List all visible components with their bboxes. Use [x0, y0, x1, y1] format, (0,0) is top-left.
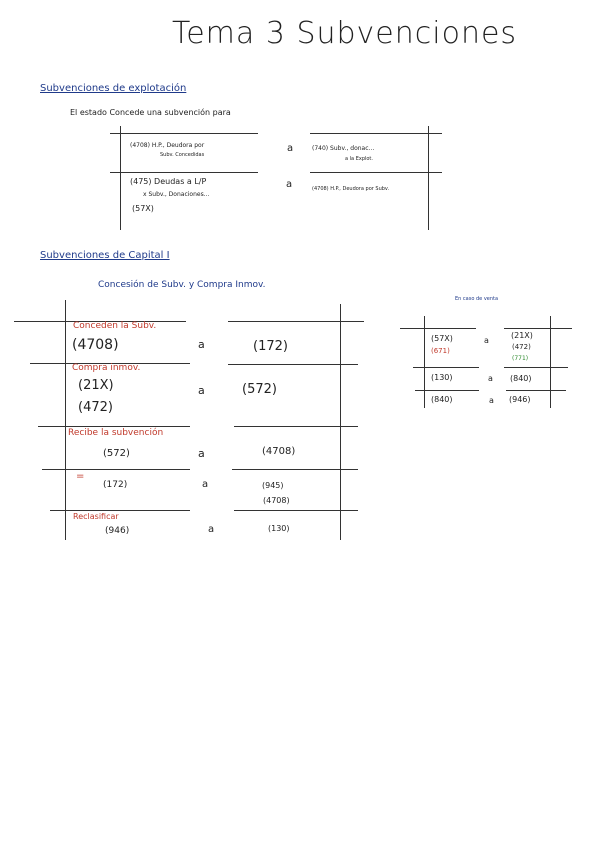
entry-right: (946): [509, 395, 531, 404]
entry-right: (771): [512, 355, 529, 362]
entry-right: (840): [510, 374, 532, 383]
entry-right: (572): [242, 382, 277, 397]
entry-left-line3: (57X): [132, 204, 154, 213]
entry-left-line2: Subv. Concedidas: [160, 152, 205, 158]
entry-right: (472): [512, 343, 531, 351]
entry-a: a: [202, 479, 209, 490]
entry-a: a: [198, 338, 205, 351]
entry-a: a: [488, 374, 493, 383]
entry-label: Reclasificar: [73, 512, 119, 521]
entry-left: (840): [431, 395, 453, 404]
entry-a: a: [208, 524, 215, 535]
section-intro: El estado Concede una subvención para: [70, 108, 231, 117]
entry-left: (57X): [431, 334, 453, 343]
entry-right: (172): [253, 339, 288, 354]
side-heading: En caso de venta: [455, 296, 499, 302]
entry-left: (472): [78, 400, 113, 415]
entry-left: (130): [431, 373, 453, 382]
entry-a: a: [286, 179, 293, 190]
entry-right: (740) Subv., donac...: [312, 145, 375, 152]
entry-left: (21X): [78, 378, 114, 393]
entry-left: (572): [103, 448, 130, 459]
page-title: Tema 3 Subvenciones: [172, 16, 518, 51]
entry-right: (4708) H.P., Deudora por Subv.: [312, 186, 390, 192]
entry-left: (172): [103, 480, 128, 490]
entry-a: a: [198, 447, 205, 460]
entry-right: (945): [262, 481, 284, 490]
entry-left: (4708): [72, 337, 119, 353]
entry-right: (4708): [263, 496, 290, 505]
entry-left: (946): [105, 526, 130, 536]
entry-a: a: [287, 143, 294, 154]
section-heading-capital: Subvenciones de Capital I: [40, 250, 170, 261]
entry-right: (4708): [262, 446, 296, 457]
entry-label: =: [76, 471, 85, 482]
entry-right: (130): [268, 524, 290, 533]
section-subheading: Concesión de Subv. y Compra Inmov.: [98, 280, 266, 290]
entry-left: (475) Deudas a L/P: [130, 177, 207, 186]
entry-a: a: [198, 384, 205, 397]
entry-label: Conceden la Subv.: [73, 321, 157, 331]
entry-label: Compra inmov.: [72, 363, 141, 373]
entry-left-line2: x Subv., Donaciones...: [143, 191, 210, 198]
entry-right-line2: a la Explot.: [345, 156, 373, 162]
entry-a: a: [489, 396, 494, 405]
entry-right: (21X): [511, 331, 533, 340]
entry-left: (4708) H.P., Deudora por: [130, 142, 205, 149]
entry-left: (671): [431, 347, 450, 355]
entry-a: a: [484, 336, 489, 345]
entry-label: Recibe la subvención: [68, 428, 164, 438]
section-heading-explotacion: Subvenciones de explotación: [40, 83, 187, 94]
